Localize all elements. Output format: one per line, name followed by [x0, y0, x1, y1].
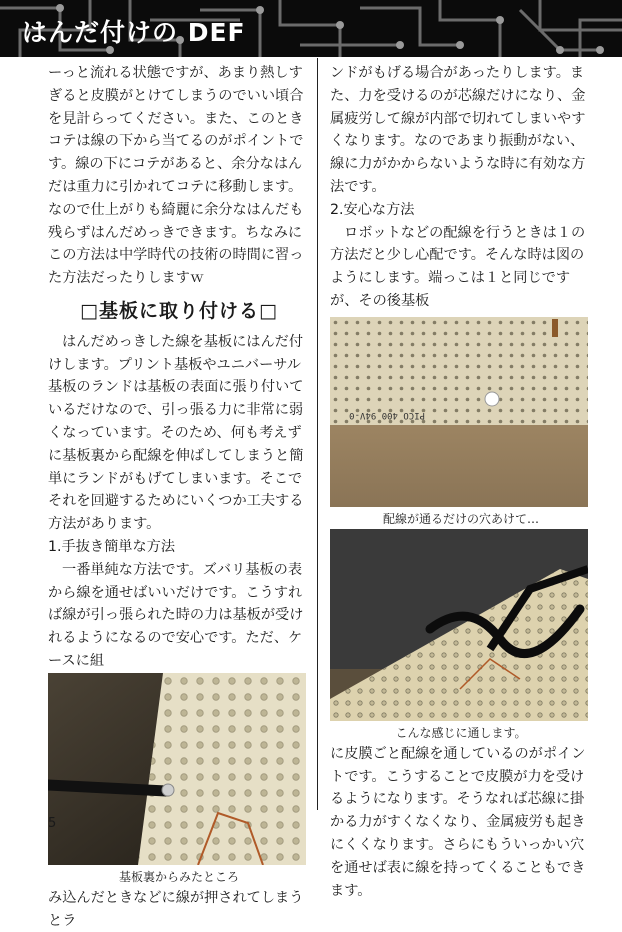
- figure1-caption: 配線が通るだけの穴あけて…: [382, 511, 539, 526]
- right-top-paragraph: ンドがもげる場合があったりします。また、力を受けるのが芯線だけになり、金属疲労して線が内部で切れてしまいやすくなります。なのであまり振動がない、線に力がかからないような時に有効な方法です。: [330, 65, 586, 195]
- board-print-text: PICO 400 94V-0: [349, 409, 425, 420]
- right-column: [330, 62, 592, 902]
- page-number: 5: [48, 816, 57, 831]
- figure2-caption: こんな感じに通します。: [395, 725, 527, 740]
- figure-drilled-hole: [330, 317, 592, 507]
- drilled-hole-photo: [330, 317, 588, 507]
- wire-through-photo: [330, 529, 588, 721]
- board-back-photo: [48, 673, 306, 865]
- figure-caption: 基板裏からみたところ: [118, 869, 239, 884]
- section-paragraph: はんだめっきした線を基板にはんだ付けします。プリント基板やユニバーサル基板のランドは基板の表面に張り付いているだけなので、引っ張る力に非常に弱くなっています。そのため、何も考えずに基板裏から配線を伸ばしてしまうと簡単にランドがもげてしまいます。そこでそれを回避するためにいくつか工夫する方法があります。: [48, 333, 304, 533]
- figure-board-back: [48, 673, 310, 865]
- left-column: [48, 62, 310, 932]
- after-figure-text: み込んだときなどに線が押されてしまうとラ: [48, 889, 304, 929]
- column-divider: [317, 58, 318, 810]
- figure-wire-through: [330, 529, 592, 721]
- method2-paragraph: ロボットなどの配線を行うときは１の方法だと少し心配です。そんな時は図のようにします。端っこは１と同じですが、その後基板: [330, 224, 586, 309]
- header-banner: [0, 0, 622, 57]
- right-bottom-paragraph: に皮膜ごと配線を通しているのがポイントです。こうすることで皮膜が力を受けるようになります。そうなれば芯線に掛かる力がすくなくなり、金属疲労も起きにくくなります。さらにもういっかい穴を通せば表に線を持ってくることもできます。: [330, 745, 586, 899]
- page-title: はんだ付けの DEF: [22, 18, 246, 47]
- method1-heading: 1.手抜き簡単な方法: [48, 538, 176, 555]
- method1-paragraph: 一番単純な方法です。ズバリ基板の表から線を通せばいいだけです。こうすれば線が引っ張られた時の力は基板が受けれるようになるので安心です。ただ、ケースに組: [48, 561, 304, 669]
- section-title: □基板に取り付ける□: [80, 299, 278, 322]
- method2-heading: 2.安心な方法: [330, 201, 415, 218]
- intro-paragraph: ーっと流れる状態ですが、あまり熱しすぎると皮膜がとけてしまうのでいい頃合を見計らってください。また、このときコテは線の下から当てるのがポイントです。線の下にコテがあると、余分なはんだは重力に引かれてコテに移動します。なので仕上がりも綺麗に余分なはんだも残らずはんだめっきできます。ちなみにこの方法は中学時代の技術の時間に習った方法だったりしますｗ: [48, 65, 304, 287]
